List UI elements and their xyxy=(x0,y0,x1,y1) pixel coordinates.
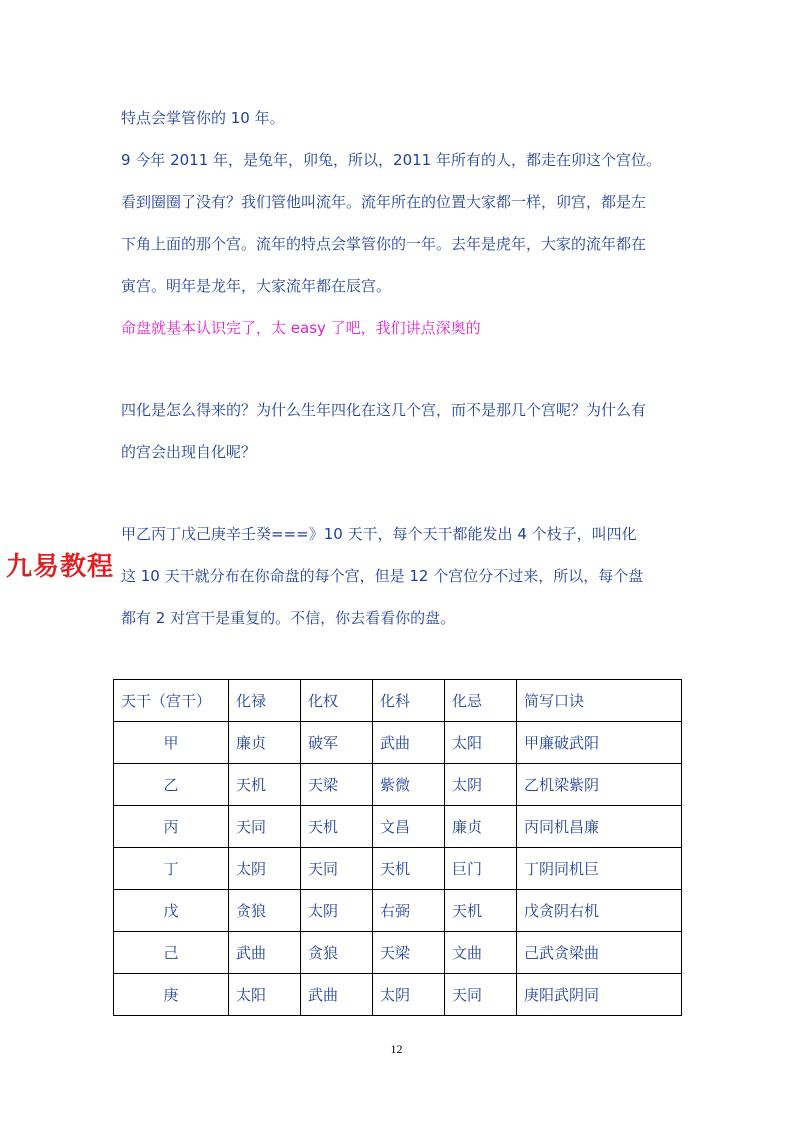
table-cell: 天梁 xyxy=(301,764,373,806)
stem-cell: 庚 xyxy=(114,974,229,1016)
sihua-table xyxy=(113,679,682,1016)
page-number: 12 xyxy=(390,1042,403,1056)
table-cell: 天机 xyxy=(229,764,301,806)
table-cell: 天机 xyxy=(373,848,445,890)
header-cell: 化禄 xyxy=(229,680,301,722)
text-line: 这 10 天干就分布在你命盘的每个宫，但是 12 个宫位分不过来，所以，每个盘 xyxy=(121,567,644,585)
stem-cell: 丁 xyxy=(114,848,229,890)
header-cell: 天干（宫干） xyxy=(114,680,229,722)
table-cell: 天机 xyxy=(445,890,517,932)
table-cell: 太阳 xyxy=(229,974,301,1016)
table-cell: 甲廉破武阳 xyxy=(517,722,682,764)
table-cell: 太阳 xyxy=(445,722,517,764)
table-cell: 紫微 xyxy=(373,764,445,806)
stem-cell: 乙 xyxy=(114,764,229,806)
table-row xyxy=(114,806,682,848)
table-row xyxy=(114,722,682,764)
table-cell: 文曲 xyxy=(445,932,517,974)
table-cell: 文昌 xyxy=(373,806,445,848)
table-cell: 破军 xyxy=(301,722,373,764)
table-cell: 天同 xyxy=(229,806,301,848)
text-line: 下角上面的那个宫。流年的特点会掌管你的一年。去年是虎年，大家的流年都在 xyxy=(121,235,647,253)
table-row xyxy=(114,890,682,932)
text-line: 特点会掌管你的 10 年。 xyxy=(121,109,285,127)
header-cell: 化科 xyxy=(373,680,445,722)
table-cell: 右弼 xyxy=(373,890,445,932)
header-cell: 化权 xyxy=(301,680,373,722)
table-cell: 武曲 xyxy=(229,932,301,974)
table-cell: 戊贪阴右机 xyxy=(517,890,682,932)
table-cell: 丁阴同机巨 xyxy=(517,848,682,890)
table-cell: 巨门 xyxy=(445,848,517,890)
table-cell: 天同 xyxy=(301,848,373,890)
table-cell: 庚阳武阴同 xyxy=(517,974,682,1016)
text-line: 四化是怎么得来的？为什么生年四化在这几个宫，而不是那几个宫呢？为什么有 xyxy=(121,401,647,419)
paragraph-tiangan xyxy=(121,513,681,639)
highlight-paragraph xyxy=(121,307,681,349)
text-line: 寅宫。明年是龙年，大家流年都在辰宫。 xyxy=(121,277,392,295)
header-cell: 简写口诀 xyxy=(517,680,682,722)
table-header-row xyxy=(114,680,682,722)
table-cell: 太阴 xyxy=(373,974,445,1016)
stem-cell: 己 xyxy=(114,932,229,974)
text-line: 甲乙丙丁戊己庚辛壬癸===》10 天干，每个天干都能发出 4 个枝子，叫四化 xyxy=(121,525,637,543)
table-cell: 己武贪梁曲 xyxy=(517,932,682,974)
paragraph-intro xyxy=(121,97,681,139)
table-cell: 丙同机昌廉 xyxy=(517,806,682,848)
paragraph-sihua-question xyxy=(121,389,681,473)
stem-cell: 戊 xyxy=(114,890,229,932)
table-cell: 太阴 xyxy=(445,764,517,806)
text-line: 看到圈圈了没有？我们管他叫流年。流年所在的位置大家都一样，卯宫，都是左 xyxy=(121,193,647,211)
table-cell: 贪狼 xyxy=(301,932,373,974)
text-line: 都有 2 对宫干是重复的。不信，你去看看你的盘。 xyxy=(121,609,456,627)
stem-cell: 甲 xyxy=(114,722,229,764)
stem-cell: 丙 xyxy=(114,806,229,848)
watermark: 九易教程 xyxy=(6,552,115,582)
table-cell: 廉贞 xyxy=(445,806,517,848)
table-cell: 乙机梁紫阴 xyxy=(517,764,682,806)
text-line: 的宫会出现自化呢？ xyxy=(121,443,257,461)
header-cell: 化忌 xyxy=(445,680,517,722)
table-row xyxy=(114,974,682,1016)
table-cell: 廉贞 xyxy=(229,722,301,764)
table-row xyxy=(114,848,682,890)
table-cell: 武曲 xyxy=(301,974,373,1016)
text-line: 9 今年 2011 年，是兔年，卯兔，所以，2011 年所有的人，都走在卯这个宫位。 xyxy=(121,151,661,169)
paragraph-liunian xyxy=(121,139,681,307)
table-cell: 贪狼 xyxy=(229,890,301,932)
highlight-text: 命盘就基本认识完了，太 easy 了吧，我们讲点深奥的 xyxy=(121,319,481,337)
table-cell: 天梁 xyxy=(373,932,445,974)
table-row xyxy=(114,764,682,806)
table-cell: 太阴 xyxy=(301,890,373,932)
table-cell: 武曲 xyxy=(373,722,445,764)
table-cell: 天同 xyxy=(445,974,517,1016)
table-cell: 天机 xyxy=(301,806,373,848)
table-cell: 太阴 xyxy=(229,848,301,890)
table-row xyxy=(114,932,682,974)
